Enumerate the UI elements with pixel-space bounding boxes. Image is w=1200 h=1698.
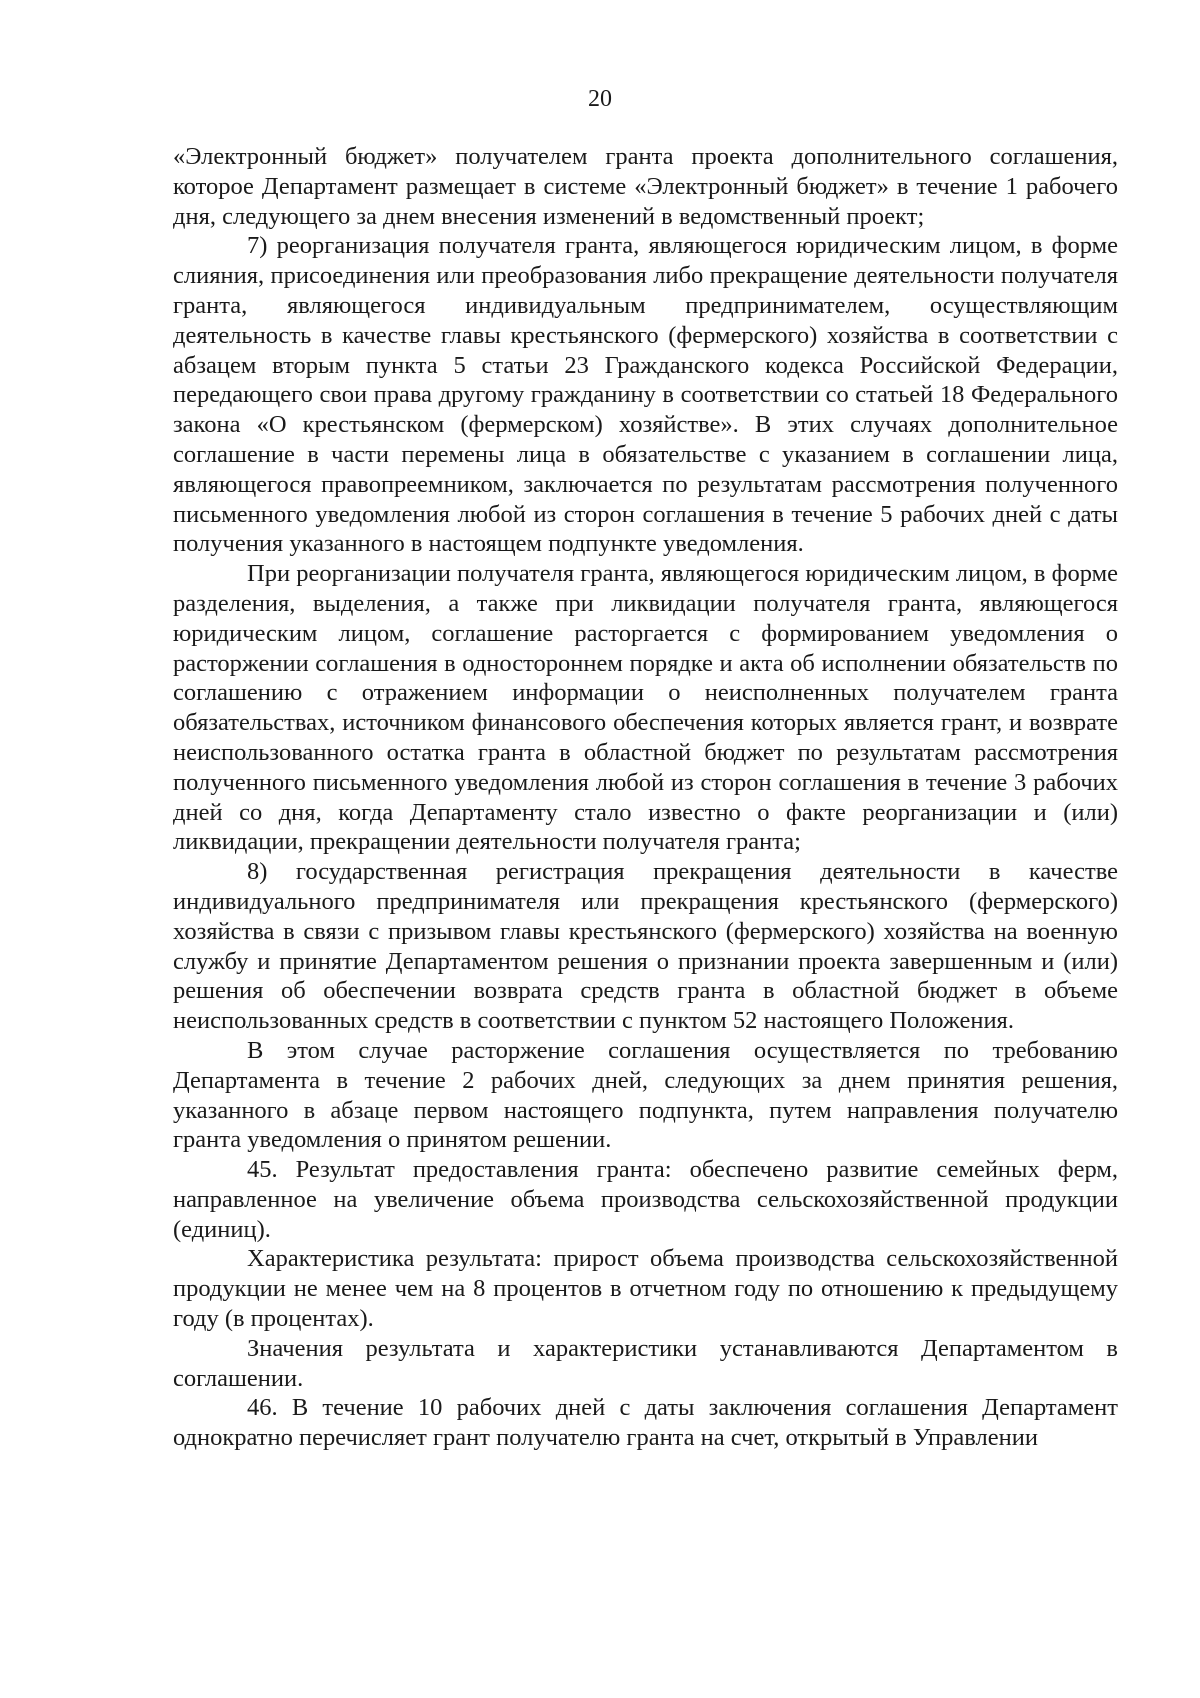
document-body (173, 142, 1118, 1453)
page-number: 20 (588, 86, 612, 112)
paragraph-item-45: 45. Результат предоставления гранта: обеспечено развитие семейных ферм, направленное на увеличение объема производства сельскохозяйственной продукции (единиц). (173, 1156, 1118, 1243)
paragraph-item-7: 7) реорганизация получателя гранта, являющегося юридическим лицом, в форме слияния, присоединения или преобразования либо прекращение деятельности получателя гранта, являющегося индивидуальным предпринимателем, осуществляющим деятельность в качестве главы крестьянского (фермерского) хозяйства в соответствии с абзацем вторым пункта 5 статьи 23 Гражданского кодекса Российской Федерации, передающего свои права другому гражданину в соответствии со статьей 18 Федерального закона «О крестьянском (фермерском) хозяйстве». В этих случаях дополнительное соглашение в части перемены лица в обязательстве с указанием в соглашении лица, являющегося правопреемником, заключается по результатам рассмотрения полученного письменного уведомления любой из сторон соглашения в течение 5 рабочих дней с даты получения указанного в настоящем подпункте уведомления. (173, 232, 1118, 558)
paragraph-characteristic: Характеристика результата: прирост объема производства сельскохозяйственной продукции не менее чем на 8 процентов в отчетном году по отношению к предыдущему году (в процентах). (173, 1245, 1118, 1333)
paragraph-item-8: 8) государственная регистрация прекращения деятельности в качестве индивидуального предпринимателя или прекращения крестьянского (фермерского) хозяйства в связи с призывом главы крестьянского (фермерского) хозяйства на военную службу и принятие Департаментом решения о признании проекта завершенным и (или) решения об обеспечении возврата средств гранта в областной бюджет в объеме неиспользованных средств в соответствии с пунктом 52 настоящего Положения. (173, 858, 1118, 1035)
paragraph-item-46: 46. В течение 10 рабочих дней с даты заключения соглашения Департамент однократно перечисляет грант получателю гранта на счет, открытый в Управлении (173, 1394, 1118, 1452)
paragraph-reorganization: При реорганизации получателя гранта, являющегося юридическим лицом, в форме разделения, выделения, а также при ликвидации получателя гранта, являющегося юридическим лицом, соглашение расторгается с формированием уведомления о расторжении соглашения в одностороннем порядке и акта об исполнении обязательств по соглашению с отражением информации о неисполненных получателем гранта обязательствах, источником финансового обеспечения которых является грант, и возврате неиспользованного остатка гранта в областной бюджет по результатам рассмотрения полученного письменного уведомления любой из сторон соглашения в течение 3 рабочих дней со дня, когда Департаменту стало известно о факте реорганизации и (или) ликвидации, прекращении деятельности получателя гранта; (173, 560, 1118, 856)
paragraph-termination: В этом случае расторжение соглашения осуществляется по требованию Департамента в течение 2 рабочих дней, следующих за днем принятия решения, указанного в абзаце первом настоящего подпункта, путем направления получателю гранта уведомления о принятом решении. (173, 1036, 1118, 1154)
paragraph-continuation: «Электронный бюджет» получателем гранта проекта дополнительного соглашения, которое Департамент размещает в системе «Электронный бюджет» в течение 1 рабочего дня, следующего за днем внесения изменений в ведомственный проект; (173, 143, 1118, 230)
paragraph-values: Значения результата и характеристики устанавливаются Департаментом в соглашении. (173, 1334, 1118, 1392)
